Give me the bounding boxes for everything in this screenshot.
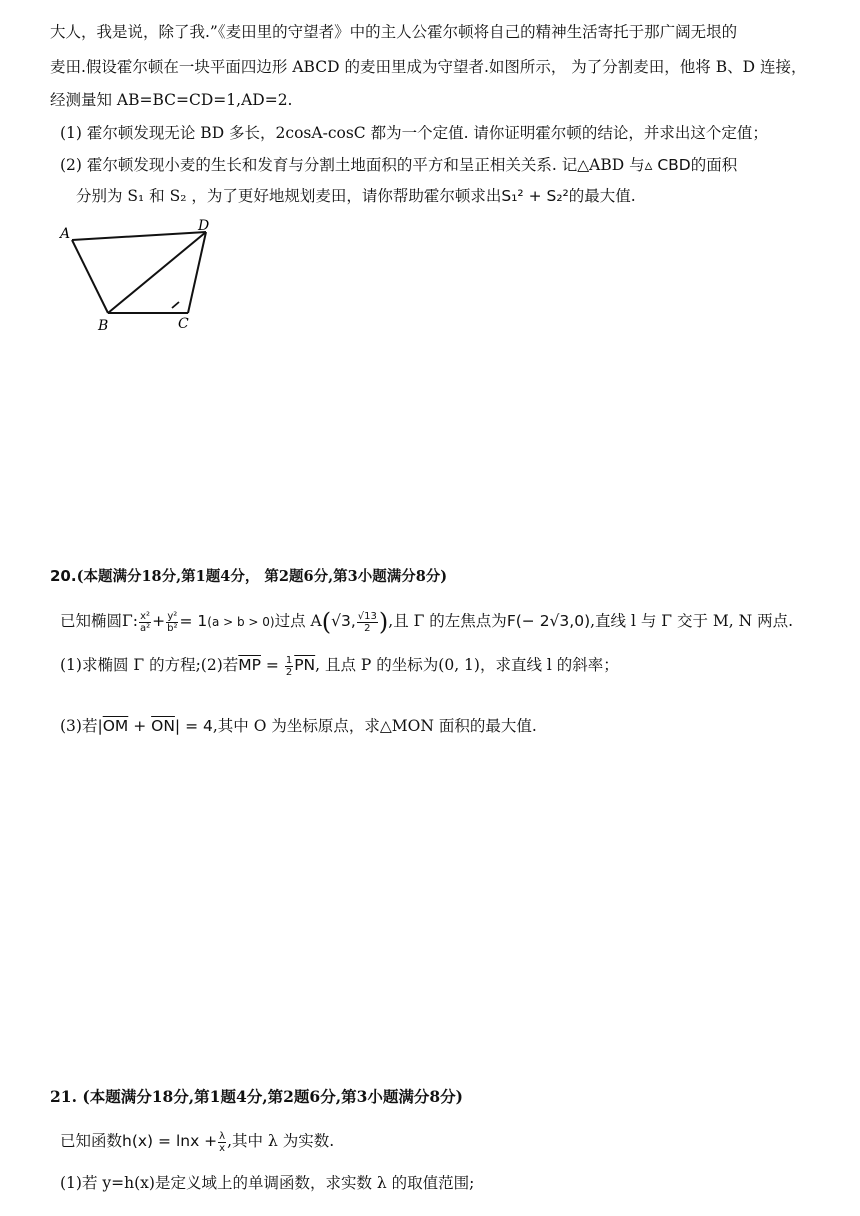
through: 过点 A [274, 612, 322, 630]
eq-half: = [260, 656, 284, 674]
part-2a-triangle: ▵ CBD [644, 156, 691, 174]
intro-line-2: 麦田.假设霍尔顿在一块平面四边形 ABCD 的麦田里成为守望者.如图所示， 为了分割麦田，他将 B、D 连接， [50, 58, 807, 76]
part-2b-pre: 分别为 S₁ 和 S₂ ，为了更好地规划麦田，请你帮助霍尔顿求出 [76, 187, 502, 205]
label-d: D [198, 218, 210, 234]
intro-line-3: 经测量知 AB=BC=CD=1,AD=2. [50, 91, 293, 109]
part-2a-text: (2) 霍尔顿发现小麦的生长和发育与分割土地面积的平方和呈正相关关系. 记△ABD 与 [60, 156, 645, 174]
frac-y2-b2: $\frac{\text{y²}}{\text{b²}}$ [167, 610, 178, 634]
q20-p2-post: , 且点 P 的坐标为(0, 1)，求直线 l 的斜率； [315, 656, 619, 674]
q20-stem: 已知椭圆Γ: $\frac{\text{x²}}{\text{a²}}$ + $\frac{\text{y²}}{\text{b²}}$ = 1(a > b > 0)过点 A(√3, $\frac{√13}{2}$ ),且 Γ 的左焦点为F(− 2√3,0),直线 l 与 Γ 交于 M, N 两点. [60, 608, 794, 636]
vec-pn: $\overline{PN}$ [294, 656, 316, 674]
question-part-2a [60, 154, 737, 176]
eq-one: = 1 [179, 612, 208, 630]
frac-lambda-x: $\frac{\lambda}{x}$ [219, 1130, 226, 1154]
q21-stem-pre: 已知函数 [60, 1132, 123, 1150]
question-part-2b [76, 185, 636, 207]
q20-stem-pre: 已知椭圆Γ: [60, 612, 138, 630]
part-2a-end: 的面积 [690, 156, 738, 174]
vec-mp: $\overline{MP}$ [238, 656, 261, 674]
question-part-1: (1) 霍尔顿发现无论 BD 多长，2cosA-cosC 都为一个定值. 请你证明霍尔顿的结论，并求出这个定值； [60, 124, 768, 142]
q20-number: 20. [50, 567, 77, 585]
q21-header: 21. (本题满分18分,第1题4分,第2题6分,第3小题满分8分) [50, 1087, 463, 1106]
p3-eq: = 4 [180, 717, 213, 735]
edge-ab [72, 240, 108, 313]
vec-om: $\overline{OM}$ [102, 717, 129, 735]
q20-p3-post: ,其中 O 为坐标原点，求△MON 面积的最大值. [212, 717, 537, 735]
label-a: A [60, 226, 71, 242]
label-b: B [98, 318, 109, 334]
abs-plus: + [128, 717, 152, 735]
q21-func: h(x) = lnx + [122, 1132, 218, 1150]
vec-on: $\overline{ON}$ [151, 717, 175, 735]
frac-half: $\frac{1}{2}$ [285, 654, 293, 678]
quadrilateral-figure [58, 218, 228, 338]
q21-stem-post: ,其中 λ 为实数. [227, 1132, 335, 1150]
pt-x: √3, [331, 612, 356, 630]
q20-header [50, 565, 447, 588]
q20-p1: (1)求椭圆 Γ 的方程;(2)若 [60, 656, 239, 674]
frac-sqrt13-2: $\frac{√13}{2}$ [357, 610, 377, 634]
part-2b-math: S₁² + S₂² [501, 187, 569, 205]
line-pre: ,直线 l 与 Γ 交于 M, N 两点. [590, 612, 794, 630]
angle-mark-c [172, 302, 179, 308]
q20-part-3: (3)若$|\overline{OM} + \overline{ON}| = 4$,其中 O 为坐标原点，求△MON 面积的最大值. [60, 717, 537, 735]
focus-pre: ,且 Γ 的左焦点为 [388, 612, 507, 630]
edge-ad [72, 232, 206, 240]
intro-line-1: 大人，我是说，除了我.”《麦田里的守望者》中的主人公霍尔顿将自己的精神生活寄托于那广阔无垠的 [50, 23, 738, 41]
cond: (a > b > 0) [207, 615, 275, 629]
q20-score-note: (本题满分18分,第1题4分， 第2题6分,第3小题满分8分) [76, 568, 448, 585]
q20-p3-pre: (3)若 [60, 717, 98, 735]
frac-x2-a2: $\frac{\text{x²}}{\text{a²}}$ [139, 610, 151, 634]
part-2b-post: 的最大值. [568, 187, 636, 205]
q21-stem [60, 1130, 334, 1154]
focus: F(− 2√3,0) [506, 612, 591, 630]
label-c: C [178, 316, 189, 332]
q20-part-1-2 [60, 654, 619, 678]
q21-part-1: (1)若 y=h(x)是定义域上的单调函数，求实数 λ 的取值范围; [60, 1174, 475, 1192]
